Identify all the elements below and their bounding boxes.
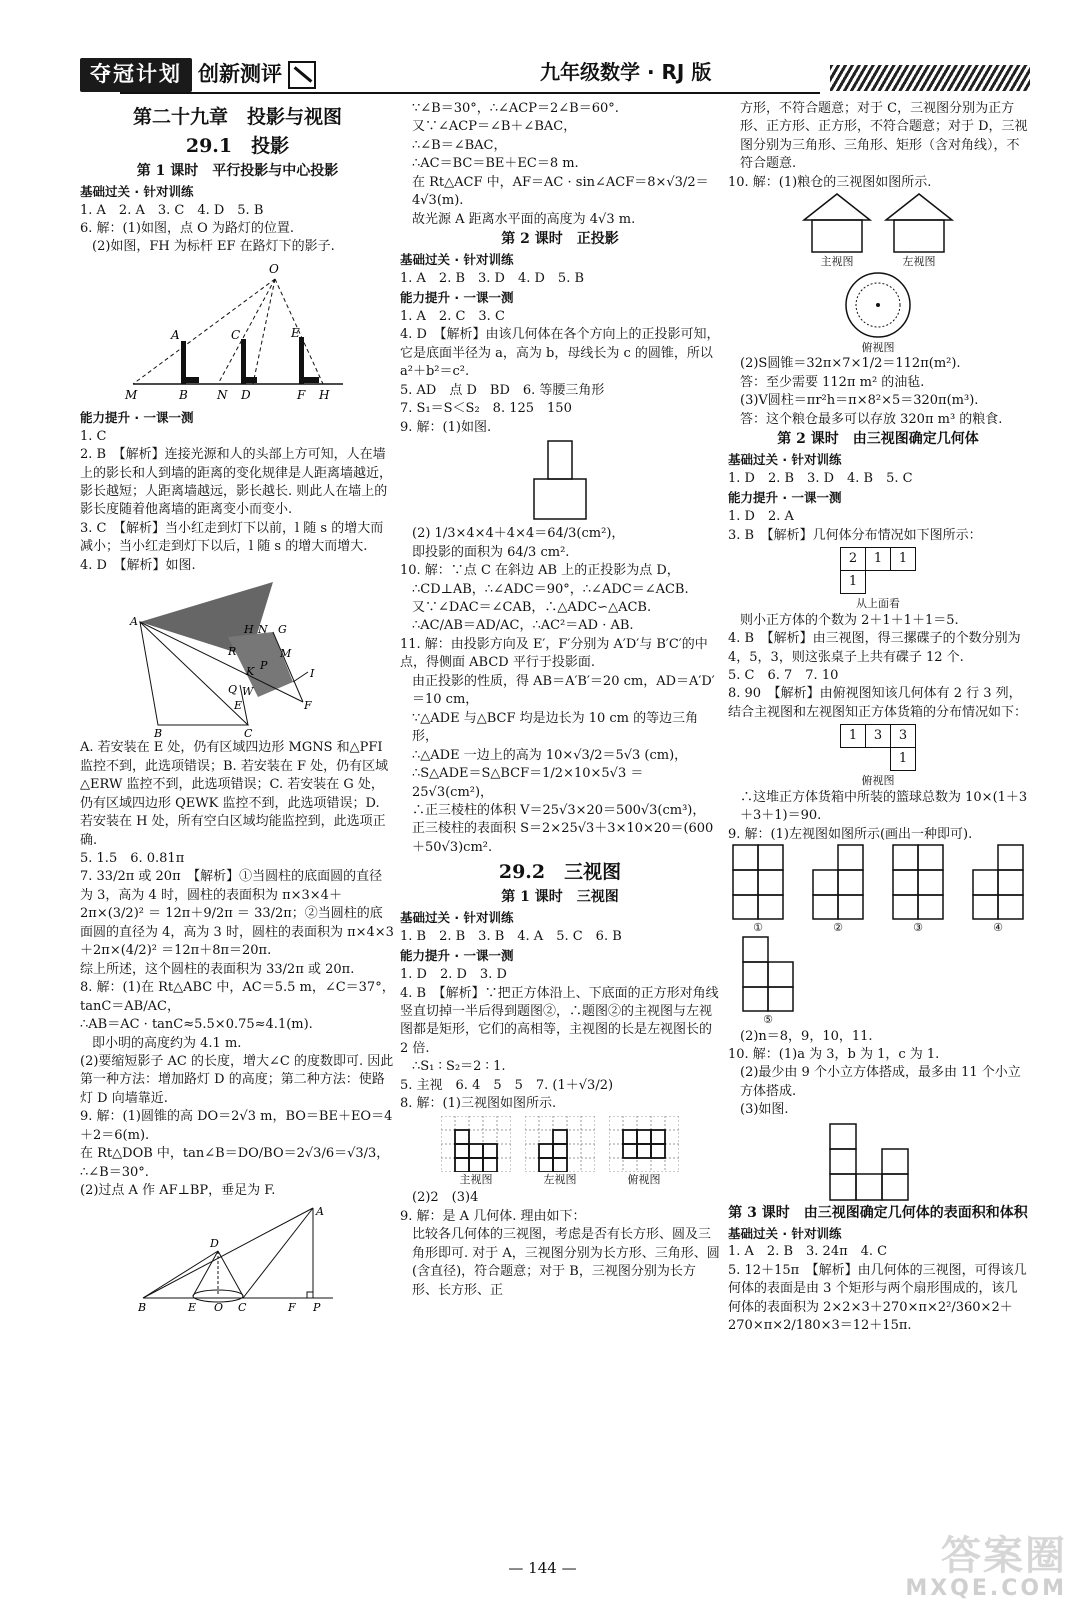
label-C: C [237,1300,246,1313]
header-decoration [830,65,1030,91]
answer-line: (2) 1/3×4×4＋4×4＝64/3(cm²)， [412,526,625,542]
left-view-shape-5 [742,936,794,1012]
answer-line: 正三棱柱的表面积 S＝2×25√3＋3×10×20＝(600＋50√3)cm². [412,821,714,855]
caption-front: 主视图 [820,255,854,269]
three-views-grid [400,1116,720,1188]
lesson-title: 第 2 课时 正投影 [501,231,619,248]
label-I: I [309,667,314,681]
answer-line: 1. D 2. A [728,509,794,525]
label-W: W [241,685,253,699]
answer-line: (2)S圆锥＝32π×7×1/2＝112π(m²). [740,356,961,372]
figure-front-view-cubes [828,1122,928,1202]
shape-number: ⑤ [763,1012,773,1026]
answer-line: 2. B 【解析】连接光源和人的头部上方可知，人在墙上的影长和人到墙的距离的变化规律是人距离墙越近，影长越短；人距离墙越远，影长越长. 则此人在墙上的影长度随着他离墙的距离变小而变小. [80,447,393,518]
answer-line: 1. A 2. B 3. D 4. D 5. B [400,270,585,286]
lesson-title: 第 3 课时 由三视图确定几何体的表面积和体积 [728,1204,1028,1221]
answer-line: ∴△ADE 一边上的高为 10×√3/2＝5√3 (cm)， [412,747,688,763]
label-F: F [303,699,312,713]
answer-line: A. 若安装在 E 处，仍有区域四边形 MGNS 和△PFI 监控不到，此选项错误；B. 若安装在 F 处，仍有区域△ERW 监控不到，此选项错误；C. 若安装在 G 处，仍有区域四边形 QEWK 监控不到，此选项错误；D. 若安装在 H 处，所有空白区域均能监控到，此选项正确. [80,740,389,848]
label-B: B [178,387,188,402]
caption-top-view: 俯视图 [861,774,895,788]
exercise-bar: 能力提升 · 一课一测 [400,290,514,306]
shape-number: ③ [913,921,923,935]
label-G: G [277,623,287,637]
label-N: N [216,387,227,402]
left-view-3 [892,844,944,936]
brand-logo: 夺冠计划 [80,58,192,92]
label-C: C [230,327,240,342]
left-views-row [728,844,1028,936]
answer-line: 答：这个粮仓最多可以存放 320π m³ 的粮食. [740,411,1003,427]
lesson-title: 第 2 课时 由三视图确定几何体 [777,431,979,448]
label-E: E [187,1300,196,1313]
answer-line: 9. 解：是 A 几何体. 理由如下： [400,1208,586,1224]
grid-cell: 1 [891,548,916,571]
lesson-title: 第 1 课时 三视图 [501,889,619,906]
page-number: — 144 — [508,1559,577,1577]
granary-top-view [843,270,913,340]
answer-line: 则小正方体的个数为 2＋1＋1＋1＝5. [740,612,959,628]
answer-line: ∴S△ADE＝S△BCF＝1/2×10×5√3 ＝25√3(cm²)， [412,766,644,800]
page-header [0,0,1085,95]
lesson-title: 第 1 课时 平行投影与中心投影 [136,162,339,179]
grid-empty [841,748,866,771]
grid-empty [891,571,916,594]
figure-cone [138,1203,338,1313]
label-B: B [153,727,162,738]
label-H: H [318,387,329,402]
granary-top [728,270,1028,356]
answer-line: 9. 解：(1)圆锥的高 DO＝2√3 m，BO＝BE＋EO＝4＋2＝6(m). [80,1109,393,1143]
label-Q: Q [227,683,237,697]
answer-line: 6. 解：(1)如图，点 O 为路灯的位置. [80,221,295,237]
answer-line: ∴AC/AB＝AD/AC，∴AC²＝AD · AB. [412,618,634,634]
answer-line: 7. 33/2π 或 20π 【解析】①当圆柱的底面圆的直径为 3，高为 4 时，圆柱的表面积为 π×3×4＋2π×(3/2)² ＝ 12π＋9/2π ＝ 33/2π；②当圆柱的底面圆的直径为 4，高为 3 时，圆柱的表面积为 π×4×3＋2π×(4/2)² ＝12π＋8π＝20π. [80,869,394,959]
answer-line: (2)2 (3)4 [412,1190,479,1206]
label-D: D [240,387,251,402]
watermark-url: MXQE.COM [905,1576,1067,1601]
answer-line: 答：至少需要 112π m² 的油毡. [740,374,925,390]
label-R: R [227,645,236,659]
left-view-shape-3 [892,844,944,920]
exercise-bar: 基础过关 · 针对训练 [80,183,194,199]
left-view-4 [972,844,1024,936]
answer-line: 1. A 2. B 3. 24π 4. C [728,1244,888,1260]
label-N: N [257,623,268,637]
answer-line: 综上所述，这个圆柱的表面积为 33/2π 或 20π. [80,961,355,977]
answer-line: 5. AD 点 D BD 6. 等腰三角形 [400,382,605,398]
label-D: D [209,1236,219,1250]
answer-line: 比较各几何体的三视图，考虑是否有长方形、圆及三角形即可. 对于 A，三视图分别为长方形、三角形、圆(含直径)，符合题意；对于 B，三视图分别为长方形、长方形、正 [412,1227,720,1298]
distribution-grid-2 [840,724,916,771]
answer-line: 3. C 【解析】当小红走到灯下以前，l 随 s 的增大而减小；当小红走到灯下以后，l 随 s 的增大而增大. [80,520,384,555]
label-M: M [124,387,137,402]
column-3 [728,100,1028,1336]
answer-line: ∴这堆正方体货箱中所装的篮球总数为 10×(1＋3＋3＋1)＝90. [740,789,1028,824]
answer-line: ∴CD⊥AB，∴∠ADC＝90°，∴∠ADC＝∠ACB. [412,581,689,597]
answer-line: 即投影的面积为 64/3 cm². [412,544,570,560]
answer-line: (2)n＝8，9，10，11. [740,1028,873,1044]
caption-left: 左视图 [543,1172,577,1186]
answer-line: 5. 主视 6. 4 5 5 7. (1＋√3/2) [400,1077,614,1093]
answer-line: ∵△ADE 与△BCF 均是边长为 10 cm 的等边三角形， [412,710,699,745]
answer-line: 9. 解：(1)如图. [400,419,492,435]
figure-surveillance [128,577,348,737]
grid-cell: 1 [841,725,866,748]
answer-line: 在 Rt△ACF 中，AF＝AC · sin∠ACF＝8×√3/2＝4√3(m). [412,174,709,209]
watermark-logo: 答案圈 [941,1533,1067,1579]
view-front [441,1116,511,1188]
chapter-title: 第二十九章 投影与视图 [132,106,342,128]
answer-line: 4. B 【解析】由三视图，得三摞碟子的个数分别为 4，5，3，则这张桌子上共有碟子 12 个. [728,631,1021,665]
answer-line: 1. C [80,428,107,444]
caption-left: 左视图 [902,255,936,269]
label-F: F [287,1300,296,1313]
answer-line: ∵∠B＝30°，∴∠ACP＝2∠B＝60°. [412,101,619,116]
granary-front [802,192,872,270]
answer-line: 又∵∠ACP＝∠B＋∠BAC， [412,119,577,135]
answer-line: 10. 解：(1)粮仓的三视图如图所示. [728,174,932,190]
answer-line: 即小明的高度约为 4.1 m. [92,1035,242,1051]
section-title: 29.1 投影 [185,134,290,157]
exercise-bar: 能力提升 · 一课一测 [728,490,842,506]
granary-left [884,192,954,270]
answer-line: 1. D 2. D 3. D [400,967,507,983]
answer-line: 4. D 【解析】如图. [80,557,196,573]
column-2 [400,100,720,1300]
answer-line: 4. D 【解析】由该几何体在各个方向上的正投影可知，它是底面半径为 a，高为 b，母线长为 c 的圆锥，所以 a²＋b²＝c². [400,327,720,380]
answer-line: 故光源 A 距离水平面的高度为 4√3 m. [412,211,636,227]
grid-cell: 3 [866,725,891,748]
brand-pencil-icon [288,61,316,89]
shape-number: ① [753,921,763,935]
granary-front-view [802,192,872,254]
grid-cell: 1 [841,571,866,594]
answer-line: 5. 12＋15π 【解析】由几何体的三视图，可得该几何体的表面是由 3 个矩形与两个扇形围成的，该几何体的表面积为 2×2×3＋270×π×2²/360×2＋270×π×2/180×3＝12＋15π. [728,1262,1027,1334]
exercise-bar: 基础过关 · 针对训练 [728,452,842,468]
label-O: O [213,1300,223,1313]
label-H: H [243,623,254,637]
header-rule [120,92,820,94]
answer-line: 5. C 6. 7 7. 10 [728,668,839,683]
answer-line: 10. 解：∵点 C 在斜边 AB 上的正投影为点 D， [400,563,680,579]
answer-line: 7. S₁＝S＜S₂ 8. 125 150 [400,401,572,417]
answer-line: 1. B 2. B 3. B 4. A 5. C 6. B [400,928,622,944]
top-view-grid [609,1116,679,1172]
section-title: 29.2 三视图 [498,861,622,884]
column-1 [80,100,395,1315]
answer-line: (2)最少由 9 个小立方体搭成，最多由 11 个小立方体搭成. [740,1065,1021,1099]
label-P: P [259,659,267,673]
exercise-bar: 基础过关 · 针对训练 [400,252,514,268]
answer-line: ∴∠B＝30°. [80,1164,149,1180]
caption-top: 俯视图 [627,1172,661,1186]
answer-line: 又∵∠DAC＝∠CAB，∴△ADC∽△ACB. [412,599,652,615]
grid-empty [866,748,891,771]
grid-cell: 1 [866,548,891,571]
label-P: P [312,1300,320,1313]
figure-streetlight [123,259,353,407]
granary-left-view [884,192,954,254]
view-top [609,1116,679,1188]
grid-cell: 2 [841,548,866,571]
left-view-shape-1 [732,844,784,920]
grid-cell: 1 [891,748,916,771]
left-view-2 [812,844,864,936]
answer-line: 5. 1.5 6. 0.81π [80,851,185,867]
granary-views [728,192,1028,270]
label-E: E [233,699,242,713]
answer-line: 1. A 2. C 3. C [400,309,505,324]
answer-line: 8. 90 【解析】由俯视图知该几何体有 2 行 3 列，结合主视图和左视图知正方体货箱的分布情况如下： [728,686,1028,720]
label-M: M [279,647,291,661]
answer-line: 4. B 【解析】∵把正方体沿上、下底面的正方形对角线竖直切掉一半后得到题图②，∴题图②的主视图与左视图都是矩形，它们的高相等，主视图的长是左视图长的 2 倍. [400,985,719,1056]
answer-line: ∴AB＝AC · tanC≈5.5×0.75≈4.1(m). [80,1017,313,1033]
answer-line: 在 Rt△DOB 中，tan∠B＝DO/BO＝2√3/6＝√3/3， [80,1146,390,1162]
left-view-5 [728,936,1028,1028]
figure-projection [530,439,590,523]
label-B: B [137,1300,146,1313]
shape-number: ② [833,921,843,935]
brand-subtitle: 创新测评 [198,62,282,87]
answer-line: 8. 解：(1)三视图如图所示. [400,1096,557,1112]
exercise-bar: 基础过关 · 针对训练 [400,910,514,926]
brand [80,58,316,92]
exercise-bar: 基础过关 · 针对训练 [728,1225,842,1241]
answer-line: 10. 解：(1)a 为 3，b 为 1，c 为 1. [728,1047,940,1062]
caption-top: 俯视图 [861,340,895,354]
label-O: O [268,261,279,276]
label-K: K [245,665,254,679]
answer-line: 方形，不符合题意；对于 C，三视图分别为正方形、正方形、正方形，不符合题意；对于 D，三视图分别为三角形、三角形、矩形（含对角线），不符合题意. [740,101,1028,172]
answer-line: ∴∠B＝∠BAC， [412,137,507,153]
distribution-grid-1 [840,547,916,594]
answer-line: (3)如图. [740,1102,789,1118]
shape-number: ④ [993,921,1003,935]
answer-line: ∴S₁ ∶ S₂＝2 ∶ 1. [412,1059,506,1075]
label-A: A [170,327,180,342]
grid-cell: 3 [891,725,916,748]
answer-line: ∴正三棱柱的体积 V＝25√3×20＝500√3(cm³)， [412,802,706,818]
answer-line: 8. 解：(1)在 Rt△ABC 中，AC＝5.5 m，∠C＝37°，tanC＝AB/AC， [80,980,395,1014]
caption-front: 主视图 [459,1172,493,1186]
label-C: C [243,727,252,738]
answer-line: 3. B 【解析】几何体分布情况如下图所示： [728,527,982,543]
left-view-1 [732,844,784,936]
exercise-bar: 能力提升 · 一课一测 [400,948,514,964]
exercise-bar: 能力提升 · 一课一测 [80,409,194,425]
label-F: F [296,387,305,402]
answer-line: 1. A 2. A 3. C 4. D 5. B [80,202,264,218]
answer-line: (2)要缩短影子 AC 的长度，增大∠C 的度数即可. 因此第一种方法：增加路灯 D 的高度；第二种方法：使路灯 D 向墙靠近. [80,1054,394,1106]
view-left [525,1116,595,1188]
front-view-grid [441,1116,511,1172]
label-A: A [315,1204,324,1218]
left-view-grid [525,1116,595,1172]
label-A: A [129,615,138,629]
left-view-shape-2 [812,844,864,920]
grid-empty [866,571,891,594]
answer-line: 9. 解：(1)左视图如图所示(画出一种即可). [728,826,973,842]
answer-line: ∴AC＝BC＝BE＋EC＝8 m. [412,156,579,172]
left-view-shape-4 [972,844,1024,920]
caption-top-view: 从上面看 [856,597,900,611]
label-E: E [290,325,300,340]
header-title: 九年级数学 · RJ 版 [540,60,712,84]
answer-line: 1. D 2. B 3. D 4. B 5. C [728,470,913,486]
answer-line: (2)过点 A 作 AF⊥BP，垂足为 F. [80,1183,276,1199]
answer-line: 11. 解：由投影方向及 E′，F′分别为 A′D′与 B′C′的中点，得侧面 ABCD 平行于投影面. [400,636,708,671]
answer-line: (3)V圆柱＝πr²h＝π×8²×5＝320π(m³). [740,393,979,409]
answer-line: (2)如图，FH 为标杆 EF 在路灯下的影子. [92,239,335,255]
answer-line: 由正投影的性质，得 AB＝A′B′＝20 cm，AD＝A′D′＝10 cm， [412,673,715,708]
